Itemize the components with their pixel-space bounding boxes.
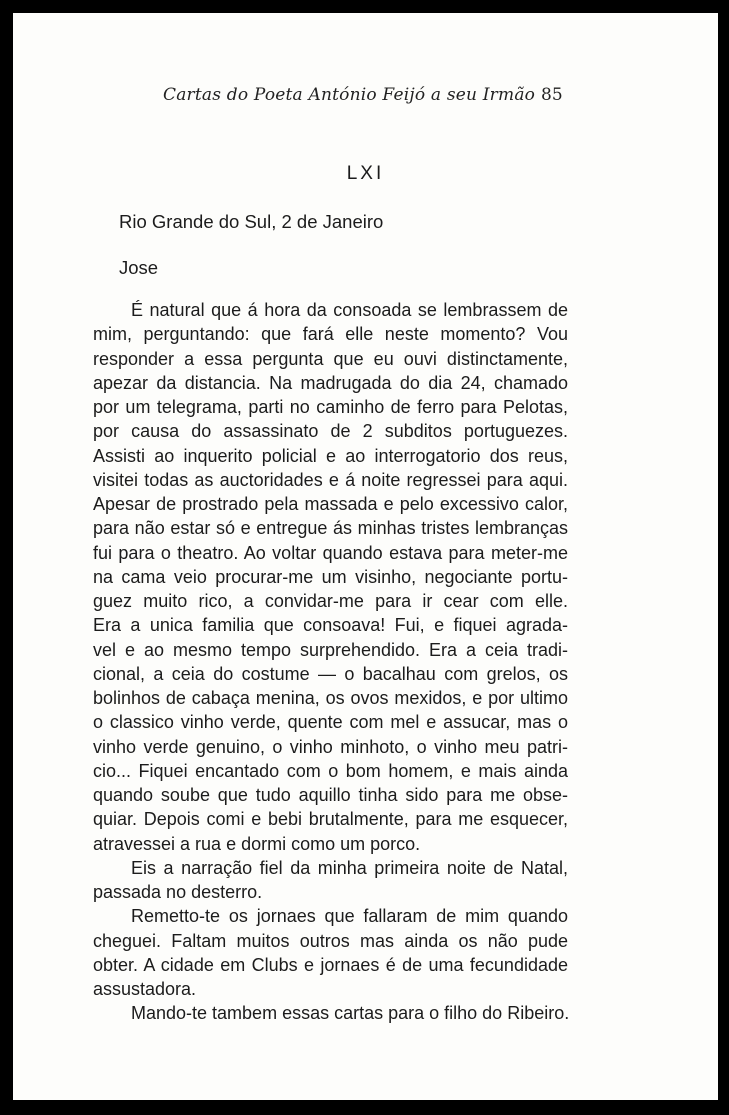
- running-head: [13, 85, 718, 115]
- letter-body: [93, 298, 568, 1026]
- text-line: Mando-te tambem essas cartas para o filho do Ribeiro.: [131, 1003, 570, 1024]
- text-line: quiar. Depois comi e bebi brutalmente, para me esquecer,: [93, 809, 568, 830]
- text-line: mim, perguntando: que fará elle neste momento? Vou: [93, 324, 568, 345]
- text-line: passada no desterro.: [93, 882, 263, 902]
- text-line: vinho verde genuino, o vinho minhoto, o vinho meu patri-: [93, 736, 568, 757]
- text-line: fui para o theatro. Ao voltar quando estava para meter-me: [93, 542, 568, 563]
- text-line: visitei todas as auctoridades e á noite regressei para aqui.: [93, 469, 568, 490]
- text-line: Apesar de prostrado pela massada e pelo excessivo calor,: [93, 494, 568, 514]
- text-line: apezar da distancia. Na madrugada do dia 24, chamado: [93, 372, 568, 393]
- text-line: por um telegrama, parti no caminho de ferro para Pelotas,: [93, 397, 568, 417]
- text-line: para não estar só e entregue ás minhas tristes lembranças: [93, 518, 568, 539]
- text-line: na cama veio procurar-me um visinho, negociante portu-: [93, 566, 568, 587]
- book-page: [13, 13, 718, 1100]
- text-line: Remetto-te os jornaes que fallaram de mim quando: [131, 906, 568, 927]
- text-line: assustadora.: [93, 979, 197, 999]
- running-head-title: Cartas do Poeta António Feijó a seu Irmão: [163, 85, 536, 105]
- text-line: o classico vinho verde, quente com mel e assucar, mas o: [93, 712, 568, 733]
- paragraph: [93, 904, 568, 1001]
- text-line: guez muito rico, a convidar-me para ir cear com elle.: [93, 591, 568, 611]
- text-line: É natural que á hora da consoada se lembrassem de: [131, 300, 568, 320]
- text-line: quando soube que tudo aquillo tinha sido para me obse-: [93, 785, 568, 805]
- text-line: bolinhos de cabaça menina, os ovos mexidos, e por ultimo: [93, 688, 568, 708]
- letter-place-date: Rio Grande do Sul, 2 de Janeiro: [119, 211, 384, 232]
- text-line: cional, a ceia do costume — o bacalhau com grelos, os: [93, 663, 568, 684]
- text-line: responder a essa pergunta que eu ouvi distinctamente,: [93, 348, 568, 369]
- page-number: 85: [541, 85, 563, 105]
- text-line: cio... Fiquei encantado com o bom homem, e mais ainda: [93, 760, 568, 781]
- paragraph: [93, 298, 568, 856]
- letter-number-heading: LXI: [346, 163, 385, 184]
- text-line: obter. A cidade em Clubs e jornaes é de uma fecundidade: [93, 954, 568, 975]
- text-line: Assisti ao inquerito policial e ao interrogatorio dos reus,: [93, 445, 568, 466]
- text-line: por causa do assassinato de 2 subditos portuguezes.: [93, 421, 568, 442]
- text-line: cheguei. Faltam muitos outros mas ainda os não pude: [93, 930, 568, 951]
- paragraph: [93, 856, 568, 905]
- text-line: vel e ao mesmo tempo surprehendido. Era a ceia tradi-: [93, 639, 568, 660]
- text-line: Eis a narração fiel da minha primeira noite de Natal,: [131, 857, 568, 878]
- letter-salutation: Jose: [119, 257, 159, 278]
- text-line: atravessei a rua e dormi como um porco.: [93, 833, 421, 854]
- text-line: Era a unica familia que consoava! Fui, e fiquei agrada-: [93, 615, 568, 636]
- paragraph: [93, 1001, 568, 1025]
